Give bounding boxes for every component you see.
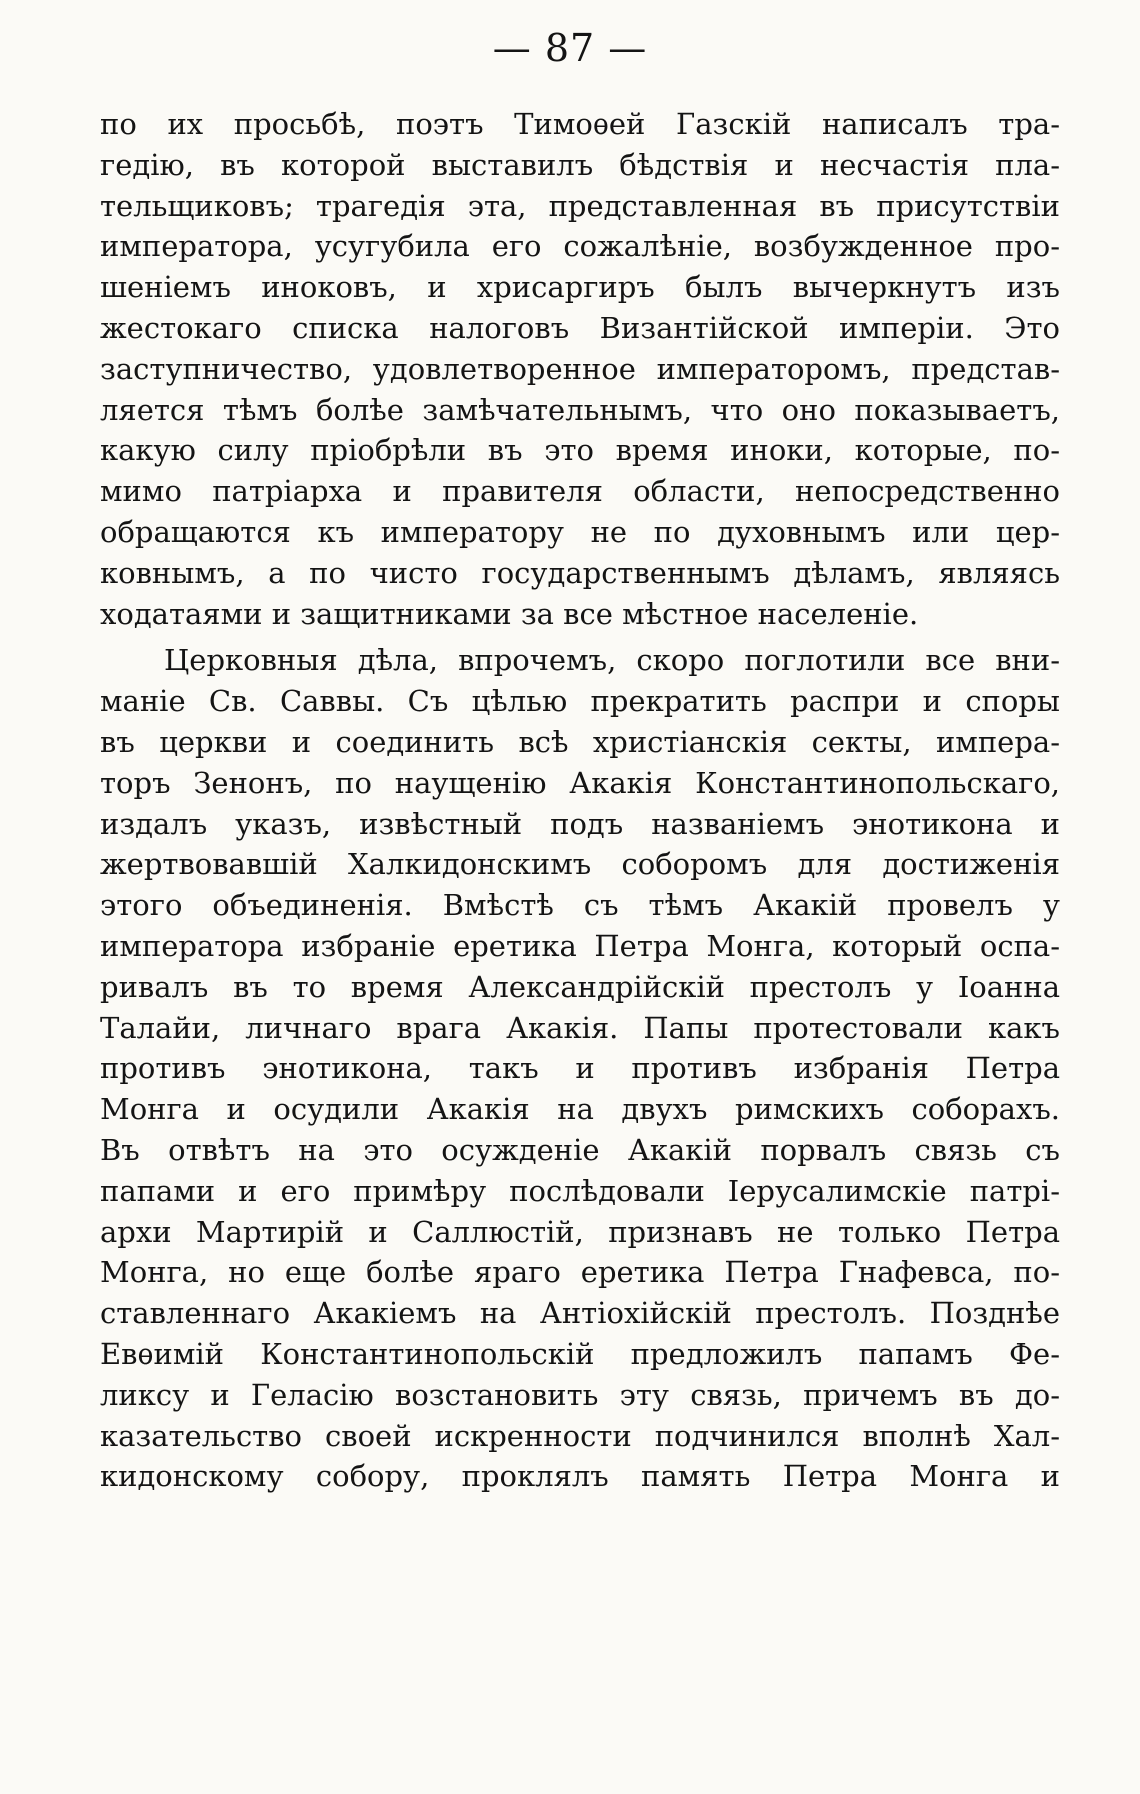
- text-line: торъ Зенонъ, по наущенію Акакія Константинопольскаго,: [100, 765, 1060, 800]
- text-line: ставленнаго Акакіемъ на Антіохійскій престолъ. Позднѣе: [100, 1296, 1060, 1331]
- text-line: Церковныя дѣла, впрочемъ, скоро поглотили все вни-: [164, 643, 1060, 678]
- text-line: въ церкви и соединить всѣ христіанскія секты, импера-: [100, 724, 1060, 759]
- text-line: ликсу и Геласію возстановить эту связь, причемъ въ до-: [100, 1377, 1060, 1412]
- text-line: Въ отвѣтъ на это осужденіе Акакій порвалъ связь съ: [100, 1132, 1060, 1167]
- text-line: ходатаями и защитниками за все мѣстное населеніе.: [100, 596, 919, 631]
- text-line: Монга и осудили Акакія на двухъ римскихъ соборахъ.: [100, 1092, 1060, 1127]
- text-line: гедію, въ которой выставилъ бѣдствія и несчастія пла-: [100, 147, 1060, 182]
- text-line: Евѳимій Константинопольскій предложилъ папамъ Фе-: [100, 1336, 1060, 1371]
- text-line: шеніемъ иноковъ, и хрисаргиръ былъ вычеркнутъ изъ: [100, 270, 1060, 305]
- text-line: противъ энотикона, такъ и противъ избранія Петра: [100, 1051, 1060, 1086]
- text-line: императора, усугубила его сожалѣніе, возбужденное про-: [100, 229, 1060, 264]
- text-line: ривалъ въ то время Александрійскій престолъ у Іоанна: [100, 969, 1060, 1004]
- text-line: папами и его примѣру послѣдовали Іерусалимскіе патрі-: [100, 1173, 1060, 1208]
- text-line: архи Мартирій и Саллюстій, признавъ не только Петра: [100, 1214, 1060, 1249]
- text-line: ляется тѣмъ болѣе замѣчательнымъ, что оно показываетъ,: [100, 392, 1060, 427]
- paragraph-2: [100, 640, 1060, 1497]
- body-text: [100, 104, 1060, 1497]
- text-line: Талайи, личнаго врага Акакія. Папы протестовали какъ: [100, 1010, 1060, 1045]
- page-number: — 87 —: [492, 26, 648, 70]
- text-line: жестокаго списка налоговъ Византійской имперіи. Это: [100, 310, 1060, 345]
- text-line: обращаются къ императору не по духовнымъ или цер-: [100, 514, 1060, 549]
- text-line: ковнымъ, а по чисто государственнымъ дѣламъ, являясь: [100, 555, 1060, 590]
- text-line: этого объединенія. Вмѣстѣ съ тѣмъ Акакій провелъ у: [100, 888, 1060, 923]
- text-line: маніе Св. Саввы. Съ цѣлью прекратить распри и споры: [100, 684, 1060, 719]
- text-line: Монга, но еще болѣе яраго еретика Петра Гнафевса, по-: [100, 1255, 1060, 1290]
- text-line: императора избраніе еретика Петра Монга, который оспа-: [100, 928, 1060, 963]
- text-line: мимо патріарха и правителя области, непосредственно: [100, 474, 1060, 509]
- text-line: кидонскому собору, проклялъ память Петра Монга и: [100, 1459, 1060, 1494]
- text-line: по их просьбѣ, поэтъ Тимоѳей Газскій написалъ тра-: [100, 107, 1060, 141]
- text-line: жертвовавшій Халкидонскимъ соборомъ для достиженія: [100, 847, 1060, 882]
- paragraph-1: [100, 104, 1060, 634]
- text-line: тельщиковъ; трагедія эта, представленная въ присутствіи: [100, 188, 1060, 223]
- text-line: заступничество, удовлетворенное императоромъ, представ-: [100, 351, 1060, 386]
- text-line: какую силу пріобрѣли въ это время иноки, которые, по-: [100, 433, 1060, 468]
- text-line: издалъ указъ, извѣстный подъ названіемъ энотикона и: [100, 806, 1060, 841]
- text-line: казательство своей искренности подчинился вполнѣ Хал-: [100, 1418, 1060, 1453]
